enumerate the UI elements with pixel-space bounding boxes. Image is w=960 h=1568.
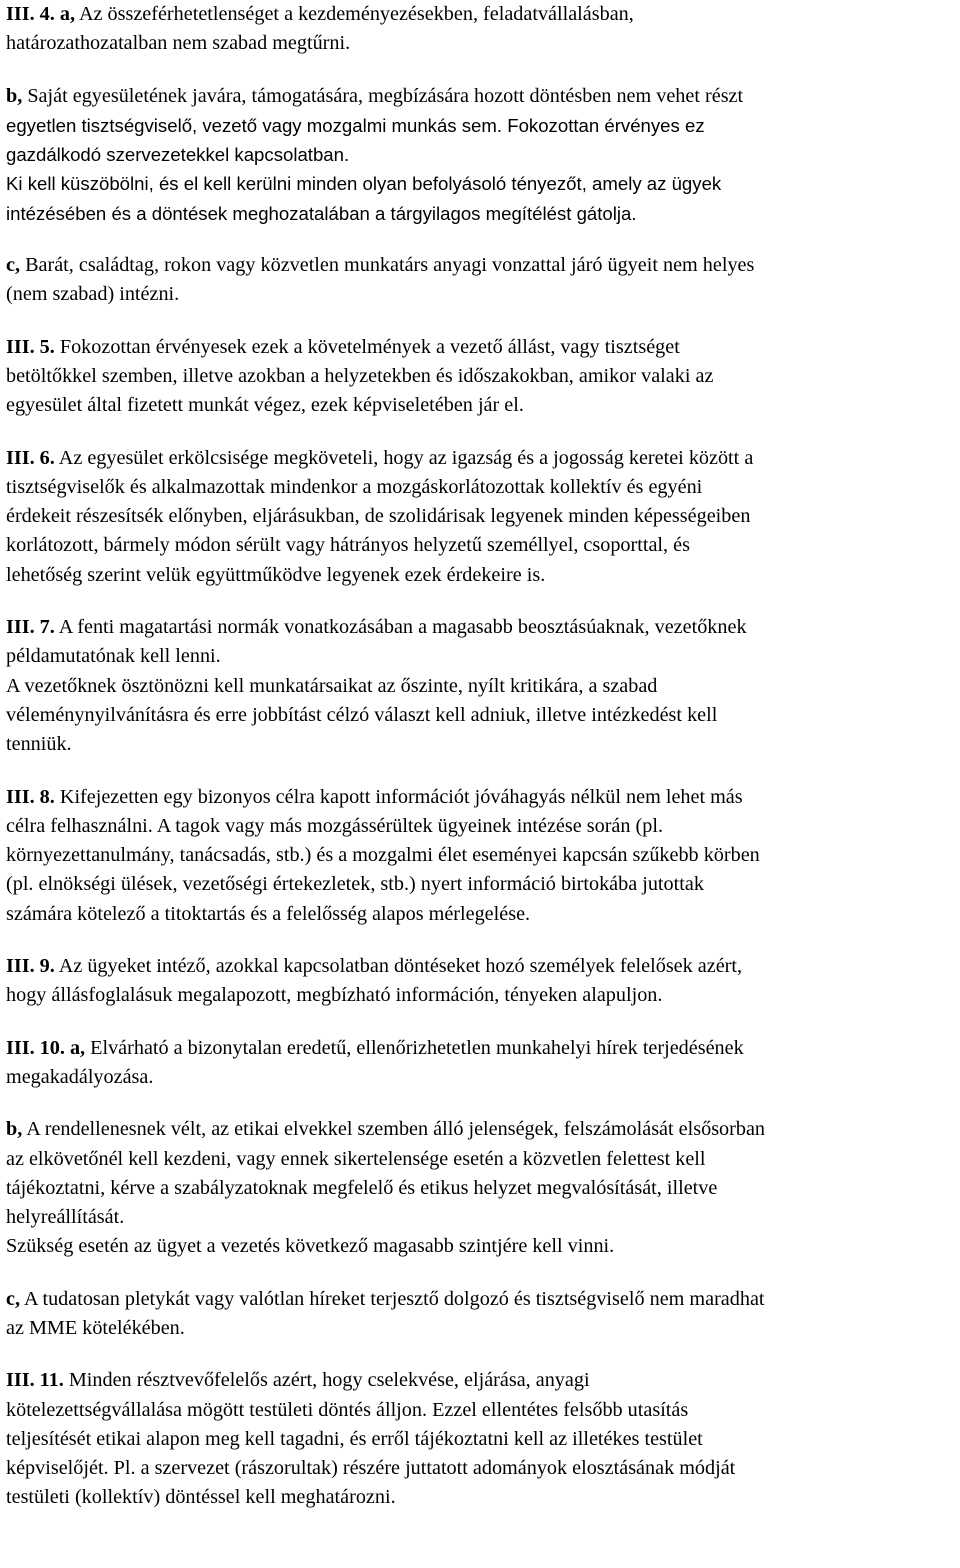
section-number: III. 7. xyxy=(6,616,55,639)
text-line: Az egyesület erkölcsisége megköveteli, hogy az igazság és a jogosság keretei között a xyxy=(58,446,754,469)
section-number: III. 10. xyxy=(6,1036,65,1059)
text-line: lehetőség szerint velük együttműködve legyenek ezek érdekeire is. xyxy=(6,563,546,586)
text-line: Ki kell küszöbölni, és el kell kerülni minden olyan befolyásoló tényezőt, amely az ügyek xyxy=(6,173,722,195)
item-label: b, xyxy=(6,84,23,107)
text-line: véleménynyilvánításra és erre jobbítást célzó választ kell adniuk, illetve intézkedést kell xyxy=(6,703,718,726)
section-number: III. 9. xyxy=(6,955,55,978)
text-line: Minden résztvevőfelelős azért, hogy cselekvése, eljárása, anyagi xyxy=(68,1369,590,1392)
section-6 xyxy=(6,444,958,590)
text-line: Az összeférhetetlenséget a kezdeményezésekben, feladatvállalásban, xyxy=(78,3,634,25)
item-label: a, xyxy=(59,3,75,25)
item-label: a, xyxy=(69,1036,86,1059)
section-4c xyxy=(6,251,958,310)
document-page xyxy=(6,0,958,1513)
text-line: helyreállítását. xyxy=(6,1206,125,1229)
text-line: környezettanulmány, tanácsadás, stb.) és a mozgalmi élet eseményei kapcsán szűkebb körben xyxy=(6,844,760,867)
section-11 xyxy=(6,1366,958,1512)
section-8 xyxy=(6,783,958,929)
text-line: kötelezettségvállalása mögött testületi döntés álljon. Ezzel ellentétes felsőbb utasítás xyxy=(6,1398,689,1421)
section-7 xyxy=(6,613,958,759)
section-9 xyxy=(6,952,958,1011)
item-label: c, xyxy=(6,1287,21,1310)
text-line: Kifejezetten egy bizonyos célra kapott információt jóváhagyás nélkül nem lehet más xyxy=(59,785,743,808)
text-line: egyetlen tisztségviselő, vezető vagy mozgalmi munkás sem. Fokozottan érvényes ez xyxy=(6,114,705,136)
text-line: számára kötelező a titoktartás és a felelősség alapos mérlegelése. xyxy=(6,902,531,925)
section-4a xyxy=(6,0,958,59)
text-line: testületi (kollektív) döntéssel kell meghatározni. xyxy=(6,1486,396,1509)
section-number: III. 11. xyxy=(6,1369,64,1392)
text-line: Saját egyesületének javára, támogatására, megbízására hozott döntésben nem vehet részt xyxy=(27,84,744,107)
text-line: A rendellenesnek vélt, az etikai elvekkel szemben álló jelenségek, felszámolását elsősorban xyxy=(26,1118,766,1141)
section-5 xyxy=(6,333,958,421)
section-number: III. 6. xyxy=(6,446,55,469)
text-line: (nem szabad) intézni. xyxy=(6,283,180,306)
text-line: tenniük. xyxy=(6,733,72,756)
section-10b xyxy=(6,1115,958,1261)
text-line: érdekeit részesítsék előnyben, eljárásukban, de szolidárisak legyenek minden képességeiben xyxy=(6,505,751,528)
text-line: teljesítését etikai alapon meg kell tagadni, és erről tájékoztatni kell az illetékes testület xyxy=(6,1427,703,1450)
text-line: példamutatónak kell lenni. xyxy=(6,645,221,668)
text-line: intézésében és a döntések meghozatalában a tárgyilagos megítélést gátolja. xyxy=(6,202,637,224)
section-10a xyxy=(6,1034,958,1093)
text-line: Szükség esetén az ügyet a vezetés következő magasabb szintjére kell vinni. xyxy=(6,1235,615,1258)
text-line: egyesület által fizetett munkát végez, ezek képviseletében jár el. xyxy=(6,394,524,417)
text-line: gazdálkodó szervezetekkel kapcsolatban. xyxy=(6,144,350,166)
section-4b xyxy=(6,82,958,228)
text-line: korlátozott, bármely módon sérült vagy hátrányos helyzetű személlyel, csoporttal, és xyxy=(6,534,690,557)
item-label: c, xyxy=(6,254,21,277)
section-number: III. 4. xyxy=(6,3,55,25)
section-number: III. 8. xyxy=(6,785,55,808)
text-line: A vezetőknek ösztönözni kell munkatársaikat az őszinte, nyílt kritikára, a szabad xyxy=(6,674,658,697)
text-line: tisztségviselők és alkalmazottak mindenkor a mozgáskorlátozottak kollektív és egyéni xyxy=(6,475,703,498)
text-line: hogy állásfoglalásuk megalapozott, megbízható információn, tényeken alapuljon. xyxy=(6,984,663,1007)
text-line: az MME kötelékében. xyxy=(6,1316,185,1339)
text-line: (pl. elnökségi ülések, vezetőségi értekezletek, stb.) nyert információ birtokába jutottak xyxy=(6,873,704,896)
text-line: Barát, családtag, rokon vagy közvetlen munkatárs anyagi vonzattal járó ügyeit nem helyes xyxy=(25,254,755,277)
text-line: betöltőkkel szemben, illetve azokban a helyzetekben és időszakokban, amikor valaki az xyxy=(6,364,714,387)
text-line: célra felhasználni. A tagok vagy más mozgássérültek ügyeinek intézése során (pl. xyxy=(6,814,663,837)
text-line: határozathozatalban nem szabad megtűrni. xyxy=(6,32,351,55)
item-label: b, xyxy=(6,1118,23,1141)
text-line: A fenti magatartási normák vonatkozásában a magasabb beosztásúaknak, vezetőknek xyxy=(58,616,747,639)
text-line: A tudatosan pletykát vagy valótlan híreket terjesztő dolgozó és tisztségviselő nem maradhat xyxy=(23,1287,765,1310)
text-line: Fokozottan érvényesek ezek a követelmények a vezető állást, vagy tisztséget xyxy=(59,335,680,358)
text-line: Elvárható a bizonytalan eredetű, ellenőrizhetetlen munkahelyi hírek terjedésének xyxy=(90,1036,744,1059)
text-line: tájékoztatni, kérve a szabályzatoknak megfelelő és etikus helyzet megvalósítását, illetve xyxy=(6,1176,718,1199)
text-line: megakadályozása. xyxy=(6,1065,154,1088)
section-10c xyxy=(6,1285,958,1344)
text-line: az elkövetőnél kell kezdeni, vagy ennek sikertelensége esetén a közvetlen felettest kell xyxy=(6,1147,706,1170)
text-line: Az ügyeket intéző, azokkal kapcsolatban döntéseket hozó személyek felelősek azért, xyxy=(58,955,743,978)
text-line: képviselőjét. Pl. a szervezet (rászorultak) részére juttatott adományok elosztásának módját xyxy=(6,1457,736,1480)
section-number: III. 5. xyxy=(6,335,55,358)
